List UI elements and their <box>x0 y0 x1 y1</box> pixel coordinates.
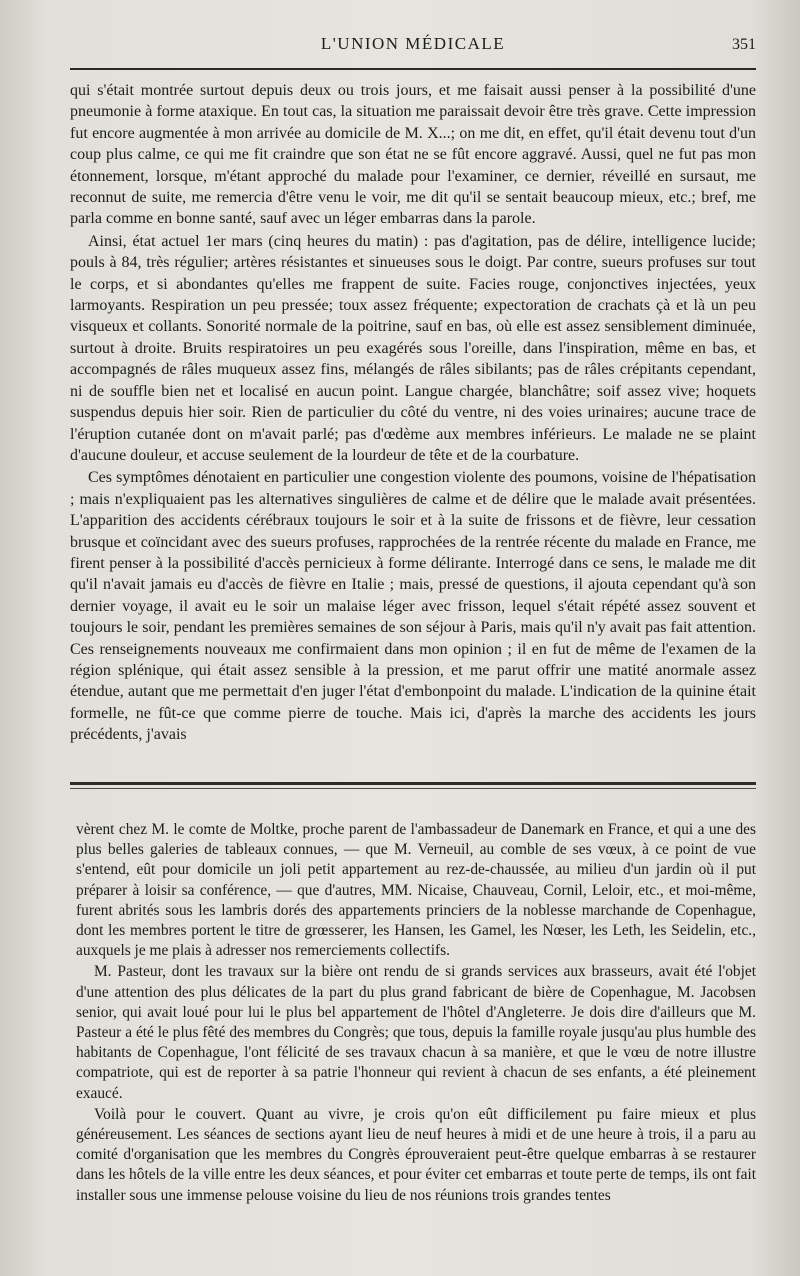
feuilleton-paragraph: Voilà pour le couvert. Quant au vivre, je crois qu'on eût difficilement pu faire mieux et plus généreusement. Les séances de sections ayant lieu de neuf heures à midi et de une heure à trois, il a paru au comité d'organisation que les membres du Congrès éprouveraient peut-être quelque embarras à se restaurer dans les hôtels de la ville entre les deux séances, et pour éviter cet embarras et toute perte de temps, ils ont fait installer sous une immense pelouse voisine du lieu de nos réunions trois grandes tentes <box>76 1105 756 1204</box>
page-number: 351 <box>732 36 756 53</box>
feuilleton-paragraph: vèrent chez M. le comte de Moltke, proche parent de l'ambassadeur de Danemark en France, et qui a une des plus belles galeries de tableaux connues, — que M. Verneuil, au comble de ses vœux, à ce point de vue s'entend, eût pour domicile un joli petit appartement au rez-de-chaussée, au milieu d'un jardin où il put préparer à loisir sa conférence, — que d'autres, MM. Nicaise, Chauveau, Cornil, Leloir, etc., et moi-même, furent abrités sous les lambris dorés des appartements princiers de la noblesse marchande de Copenhague, dont les membres portent le titre de grœsserer, les Hansen, les Gamel, les Nœser, les Leth, les Seidelin, etc., auxquels je me plais à adresser nos remerciements collectifs. <box>76 821 756 960</box>
feuilleton-rule <box>70 782 756 785</box>
main-paragraph: Ces symptômes dénotaient en particulier une congestion violente des poumons, voisine de l'hépatisation ; mais n'expliquaient pas les alternatives singulières de calme et de délire que le malade avait présentées. L'apparition des accidents cérébraux toujours le soir et à la suite de frissons et de fièvre, leur cessation brusque et coïncidant avec des sueurs profuses, rapprochées de la rentrée récente du malade en France, me firent penser à la possibilité d'accès pernicieux à forme délirante. Interrogé dans ce sens, le malade me dit qu'il n'avait jamais eu d'accès de fièvre en Italie ; mais, pressé de questions, il ajouta cependant qu'à son dernier voyage, il avait eu le soir un malaise léger avec frisson, lequel s'était répété assez souvent et toujours le soir, pendant les premières semaines de son séjour à Paris, mais qu'il n'y avait pas fait attention. Ces renseignements nouveaux me confirmaient dans mon opinion ; il en fut de même de l'examen de la région splénique, qui était assez sensible à la pression, et me parut offrir une matité anormale assez étendue, autant que me permettait d'en juger l'état d'embonpoint du malade. L'indication de la quinine était formelle, ne fût-ce que comme pierre de touche. Mais ici, d'après la marche des accidents les jours précédents, j'avais <box>70 469 756 744</box>
feuilleton-text <box>76 820 756 1206</box>
page-header <box>70 34 756 62</box>
feuilleton-rule-thin <box>70 788 756 789</box>
main-text <box>70 80 756 746</box>
feuilleton-paragraph: M. Pasteur, dont les travaux sur la bière ont rendu de si grands services aux brasseurs, avait été l'objet d'une attention des plus délicates de la part du plus grand fabricant de bière de Copenhague, M. Jacobsen senior, qui avait loué pour lui le plus bel appartement de l'hôtel d'Angleterre. Je dois dire d'ailleurs que M. Pasteur a été le plus fêté des membres du Congrès; que tous, depuis la famille royale jusqu'au plus humble des habitants de Copenhague, l'ont félicité de ses travaux chacun à sa manière, et que le vœu de notre illustre compatriote, qui est de reporter à sa patrie l'honneur qui revient à chacun de ses enfants, a été pleinement exaucé. <box>76 963 756 1102</box>
main-paragraph: qui s'était montrée surtout depuis deux ou trois jours, et me faisait aussi penser à la possibilité d'une pneumonie à forme ataxique. En tout cas, la situation me paraissait devoir être très grave. Cette impression fut encore augmentée à mon arrivée au domicile de M. X...; on me dit, en effet, qu'il était devenu tout d'un coup plus calme, ce qui me fit craindre que son état ne se fût encore aggravé. Aussi, quel ne fut pas mon étonnement, lorsque, m'étant approché du malade pour l'examiner, ce dernier, réveillé en sursaut, me reconnut de suite, me remercia d'être venu le voir, me dit qu'il se sentait beaucoup mieux, etc.; bref, me parla comme en bonne santé, sauf avec un léger embarras dans la parole. <box>70 82 756 228</box>
header-rule <box>70 68 756 70</box>
running-title: L'UNION MÉDICALE <box>320 34 506 53</box>
main-paragraph: Ainsi, état actuel 1er mars (cinq heures du matin) : pas d'agitation, pas de délire, intelligence lucide; pouls à 84, très régulier; artères résistantes et sinueuses sous le doigt. Par contre, sueurs profuses sur tout le corps, et si abondantes qu'elles me frappent de suite. Facies rouge, conjonctives injectées, yeux larmoyants. Respiration un peu pressée; toux assez fréquente; expectoration de crachats çà et là un peu visqueux et collants. Sonorité normale de la poitrine, sauf en bas, où elle est assez sensiblement diminuée, surtout à droite. Bruits respiratoires un peu exagérés sous l'oreille, dans l'inspiration, même en bas, et accompagnés de râles muqueux assez fins, mélangés de râles sibilants; pas de râles crépitants cependant, ni de souffle bien net et localisé en aucun point. Langue chargée, blanchâtre; soif assez vive; hoquets suspendus depuis hier soir. Rien de particulier du côté du ventre, ni des voies urinaires; aucune trace de l'éruption cutanée dont on m'avait parlé; pas d'œdème aux membres inférieurs. Le malade ne se plaint d'aucune douleur, et accuse seulement de la lourdeur de tête et de la courbature. <box>70 232 756 464</box>
